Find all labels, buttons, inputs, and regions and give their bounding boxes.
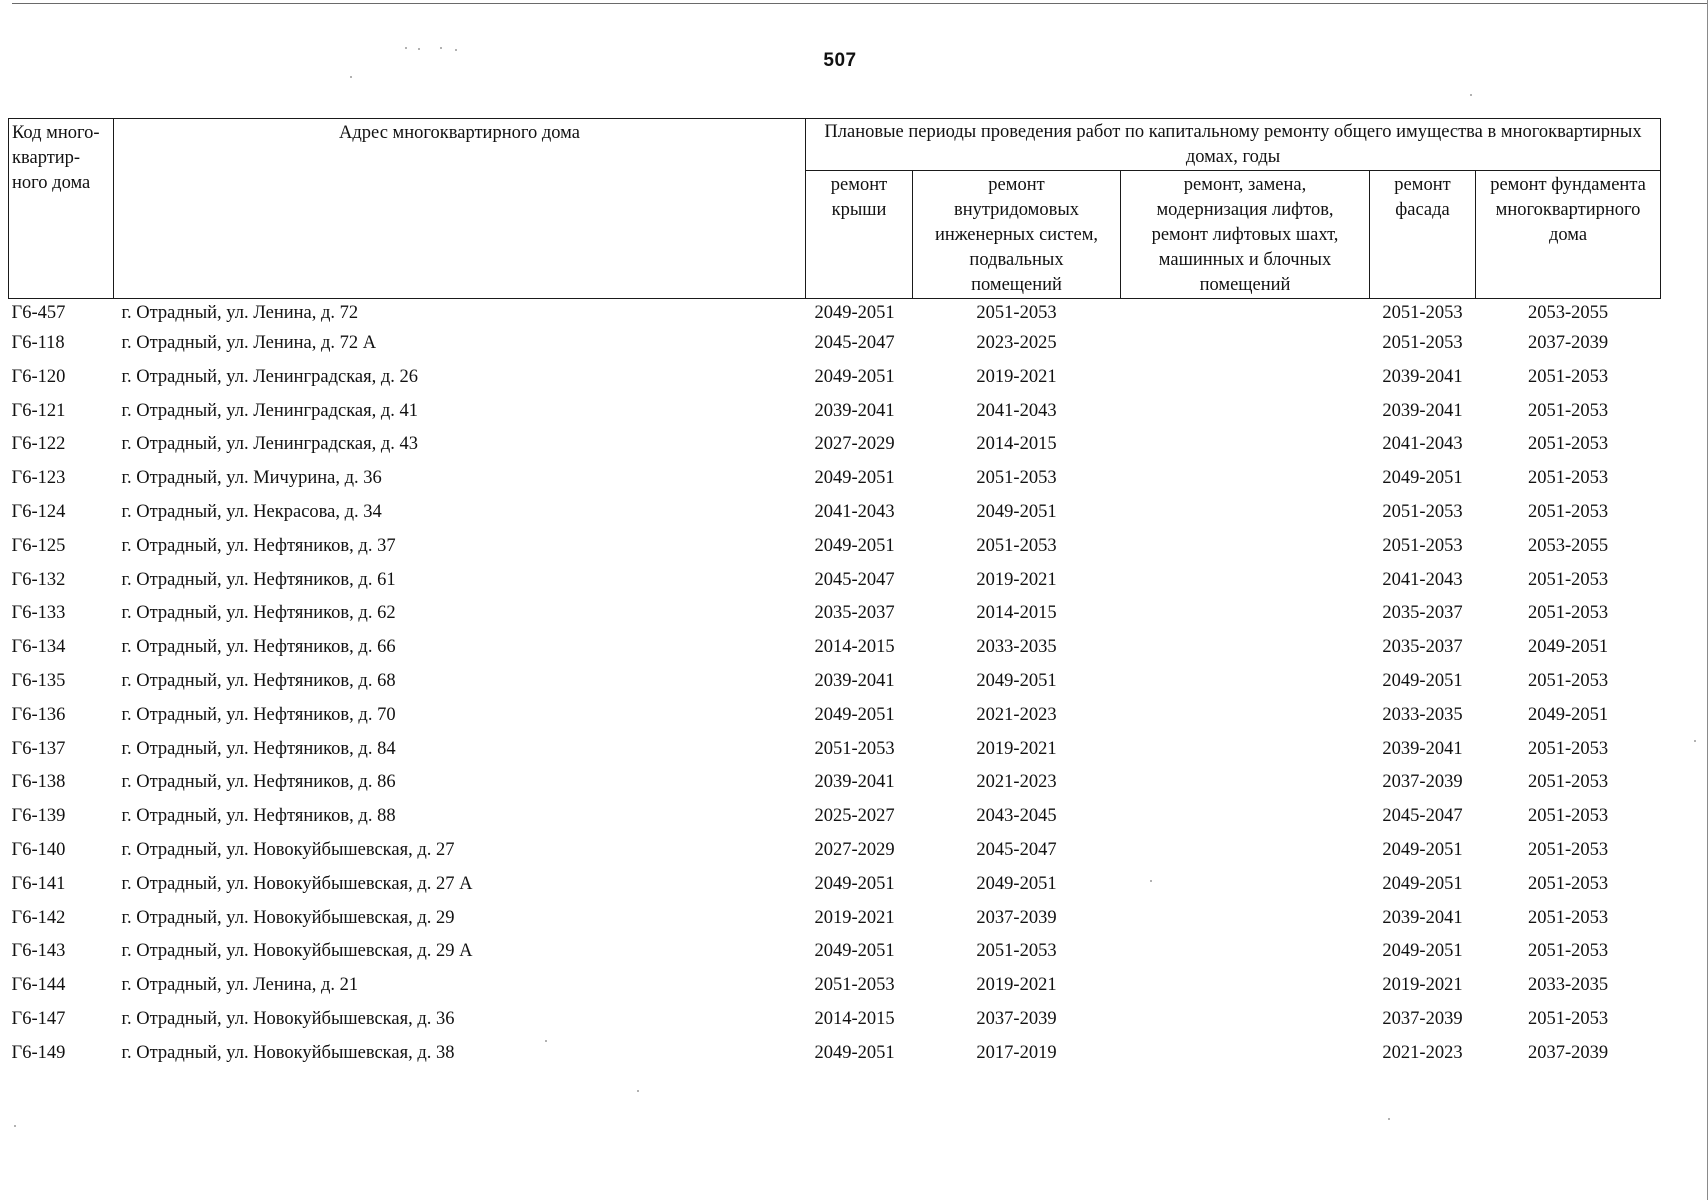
cell-roof-period: 2039-2041 bbox=[814, 772, 895, 793]
cell-lifts-period bbox=[1121, 805, 1370, 839]
table-row bbox=[9, 535, 1661, 569]
cell-lifts-period bbox=[1121, 467, 1370, 501]
cell-address: г. Отрадный, ул. Нефтяников, д. 70 bbox=[121, 704, 396, 725]
table-row bbox=[9, 1008, 1661, 1042]
table-row bbox=[9, 805, 1661, 839]
scan-speck bbox=[440, 47, 442, 49]
table-row bbox=[9, 940, 1661, 974]
header-address: Адрес многоквартирного дома bbox=[114, 119, 806, 299]
cell-foundation-period: 2051-2053 bbox=[1527, 434, 1609, 455]
cell-lifts-period bbox=[1121, 771, 1370, 805]
cell-foundation-period: 2049-2051 bbox=[1527, 704, 1609, 725]
cell-code: Г6-125 bbox=[11, 535, 66, 556]
cell-code: Г6-457 bbox=[11, 303, 66, 323]
cell-foundation-period: 2051-2053 bbox=[1527, 941, 1609, 962]
scan-speck bbox=[14, 1125, 16, 1127]
cell-address: г. Отрадный, ул. Нефтяников, д. 61 bbox=[121, 569, 396, 590]
cell-lifts-period bbox=[1121, 670, 1370, 704]
cell-foundation-period: 2051-2053 bbox=[1527, 468, 1609, 489]
table-row bbox=[9, 771, 1661, 805]
cell-code: Г6-144 bbox=[11, 975, 66, 996]
cell-lifts-period bbox=[1121, 433, 1370, 467]
cell-foundation-period: 2051-2053 bbox=[1527, 501, 1609, 522]
cell-roof-period: 2014-2015 bbox=[814, 637, 895, 658]
header-roof: ремонт крыши bbox=[806, 171, 913, 299]
cell-address: г. Отрадный, ул. Ленина, д. 72 А bbox=[121, 333, 377, 353]
top-scan-edge bbox=[12, 3, 1708, 4]
cell-facade-period: 2039-2041 bbox=[1382, 400, 1463, 421]
cell-engineering-period: 2045-2047 bbox=[976, 839, 1057, 860]
header-row bbox=[9, 119, 1661, 171]
table-row bbox=[9, 501, 1661, 535]
cell-facade-period: 2041-2043 bbox=[1382, 434, 1463, 455]
cell-foundation-period: 2051-2053 bbox=[1527, 670, 1609, 691]
page-number: 507 bbox=[823, 50, 857, 71]
cell-foundation-period: 2033-2035 bbox=[1527, 975, 1609, 996]
header-facade: ремонт фасада bbox=[1370, 171, 1476, 299]
scan-speck bbox=[350, 76, 352, 78]
cell-address: г. Отрадный, ул. Нефтяников, д. 62 bbox=[121, 603, 396, 624]
cell-roof-period: 2049-2051 bbox=[814, 704, 895, 725]
scan-speck bbox=[405, 47, 407, 49]
cell-facade-period: 2049-2051 bbox=[1382, 873, 1463, 894]
cell-address: г. Отрадный, ул. Ленинградская, д. 41 bbox=[121, 400, 419, 421]
cell-foundation-period: 2051-2053 bbox=[1527, 839, 1609, 860]
cell-engineering-period: 2014-2015 bbox=[976, 603, 1057, 624]
cell-lifts-period bbox=[1121, 569, 1370, 603]
cell-roof-period: 2049-2051 bbox=[814, 366, 895, 387]
cell-engineering-period: 2049-2051 bbox=[976, 501, 1057, 522]
table-row bbox=[9, 332, 1661, 366]
cell-foundation-period: 2049-2051 bbox=[1527, 637, 1609, 658]
cell-roof-period: 2041-2043 bbox=[814, 501, 895, 522]
cell-roof-period: 2051-2053 bbox=[814, 738, 895, 759]
table-row bbox=[9, 1042, 1661, 1076]
cell-roof-period: 2039-2041 bbox=[814, 670, 895, 691]
cell-address: г. Отрадный, ул. Новокуйбышевская, д. 36 bbox=[121, 1008, 455, 1029]
cell-engineering-period: 2051-2053 bbox=[976, 303, 1057, 323]
cell-facade-period: 2045-2047 bbox=[1382, 806, 1463, 827]
cell-engineering-period: 2043-2045 bbox=[976, 806, 1057, 827]
cell-roof-period: 2049-2051 bbox=[814, 303, 895, 323]
cell-address: г. Отрадный, ул. Новокуйбышевская, д. 27 bbox=[121, 839, 455, 860]
cell-engineering-period: 2014-2015 bbox=[976, 434, 1057, 455]
cell-engineering-period: 2051-2053 bbox=[976, 535, 1057, 556]
cell-roof-period: 2014-2015 bbox=[814, 1008, 895, 1029]
cell-address: г. Отрадный, ул. Ленина, д. 72 bbox=[121, 303, 359, 323]
cell-lifts-period bbox=[1121, 636, 1370, 670]
cell-address: г. Отрадный, ул. Мичурина, д. 36 bbox=[121, 468, 382, 489]
cell-lifts-period bbox=[1121, 974, 1370, 1008]
table-row bbox=[9, 704, 1661, 738]
cell-address: г. Отрадный, ул. Нефтяников, д. 86 bbox=[121, 772, 396, 793]
cell-code: Г6-137 bbox=[11, 738, 66, 759]
cell-engineering-period: 2051-2053 bbox=[976, 941, 1057, 962]
cell-code: Г6-118 bbox=[11, 333, 65, 353]
cell-facade-period: 2041-2043 bbox=[1382, 569, 1463, 590]
cell-code: Г6-138 bbox=[11, 772, 66, 793]
cell-engineering-period: 2023-2025 bbox=[976, 333, 1057, 353]
cell-lifts-period bbox=[1121, 299, 1370, 333]
cell-engineering-period: 2021-2023 bbox=[976, 772, 1057, 793]
cell-engineering-period: 2021-2023 bbox=[976, 704, 1057, 725]
cell-address: г. Отрадный, ул. Нефтяников, д. 88 bbox=[121, 806, 396, 827]
cell-address: г. Отрадный, ул. Новокуйбышевская, д. 38 bbox=[121, 1042, 455, 1063]
cell-roof-period: 2019-2021 bbox=[814, 907, 895, 928]
cell-code: Г6-121 bbox=[11, 400, 66, 421]
cell-foundation-period: 2037-2039 bbox=[1527, 333, 1609, 353]
cell-roof-period: 2049-2051 bbox=[814, 873, 895, 894]
cell-facade-period: 2049-2051 bbox=[1382, 941, 1463, 962]
cell-foundation-period: 2053-2055 bbox=[1527, 303, 1609, 323]
cell-code: Г6-134 bbox=[11, 637, 66, 658]
cell-lifts-period bbox=[1121, 332, 1370, 366]
scan-speck bbox=[455, 49, 457, 51]
cell-facade-period: 2035-2037 bbox=[1382, 637, 1463, 658]
cell-foundation-period: 2051-2053 bbox=[1527, 738, 1609, 759]
cell-code: Г6-143 bbox=[11, 941, 66, 962]
cell-facade-period: 2039-2041 bbox=[1382, 366, 1463, 387]
cell-code: Г6-136 bbox=[11, 704, 66, 725]
cell-foundation-period: 2051-2053 bbox=[1527, 603, 1609, 624]
cell-lifts-period bbox=[1121, 907, 1370, 941]
table-row bbox=[9, 299, 1661, 333]
cell-foundation-period: 2051-2053 bbox=[1527, 806, 1609, 827]
cell-facade-period: 2039-2041 bbox=[1382, 907, 1463, 928]
header-periods-group: Плановые периоды проведения работ по капитальному ремонту общего имущества в многоквартирных домах, годы bbox=[806, 119, 1661, 171]
scan-speck bbox=[418, 48, 420, 50]
cell-engineering-period: 2019-2021 bbox=[976, 975, 1057, 996]
cell-lifts-period bbox=[1121, 839, 1370, 873]
cell-foundation-period: 2051-2053 bbox=[1527, 873, 1609, 894]
cell-facade-period: 2019-2021 bbox=[1382, 975, 1463, 996]
cell-engineering-period: 2049-2051 bbox=[976, 670, 1057, 691]
cell-code: Г6-120 bbox=[11, 366, 66, 387]
scan-speck bbox=[1388, 1118, 1390, 1120]
table-row bbox=[9, 738, 1661, 772]
cell-address: г. Отрадный, ул. Нефтяников, д. 84 bbox=[121, 738, 396, 759]
cell-facade-period: 2049-2051 bbox=[1382, 468, 1463, 489]
cell-roof-period: 2045-2047 bbox=[814, 333, 895, 353]
cell-lifts-period bbox=[1121, 400, 1370, 434]
cell-facade-period: 2021-2023 bbox=[1382, 1042, 1463, 1063]
cell-address: г. Отрадный, ул. Новокуйбышевская, д. 29 bbox=[121, 907, 455, 928]
cell-roof-period: 2035-2037 bbox=[814, 603, 895, 624]
cell-roof-period: 2049-2051 bbox=[814, 535, 895, 556]
cell-lifts-period bbox=[1121, 940, 1370, 974]
cell-code: Г6-123 bbox=[11, 468, 66, 489]
cell-code: Г6-139 bbox=[11, 806, 66, 827]
cell-facade-period: 2033-2035 bbox=[1382, 704, 1463, 725]
cell-code: Г6-122 bbox=[11, 434, 66, 455]
scan-speck bbox=[1694, 740, 1696, 742]
table-row bbox=[9, 400, 1661, 434]
cell-foundation-period: 2053-2055 bbox=[1527, 535, 1609, 556]
cell-engineering-period: 2037-2039 bbox=[976, 1008, 1057, 1029]
cell-facade-period: 2049-2051 bbox=[1382, 839, 1463, 860]
cell-engineering-period: 2051-2053 bbox=[976, 468, 1057, 489]
table-row bbox=[9, 569, 1661, 603]
cell-address: г. Отрадный, ул. Некрасова, д. 34 bbox=[121, 501, 382, 522]
table-header bbox=[9, 119, 1661, 299]
header-foundation: ремонт фундамента многоквартирного дома bbox=[1476, 171, 1661, 299]
cell-foundation-period: 2051-2053 bbox=[1527, 400, 1609, 421]
table-row bbox=[9, 873, 1661, 907]
cell-facade-period: 2051-2053 bbox=[1382, 501, 1463, 522]
cell-roof-period: 2049-2051 bbox=[814, 1042, 895, 1063]
table-row bbox=[9, 467, 1661, 501]
cell-code: Г6-142 bbox=[11, 907, 66, 928]
repair-schedule-table bbox=[8, 118, 1661, 1076]
table-row bbox=[9, 602, 1661, 636]
cell-foundation-period: 2051-2053 bbox=[1527, 569, 1609, 590]
cell-facade-period: 2049-2051 bbox=[1382, 670, 1463, 691]
cell-code: Г6-141 bbox=[11, 873, 66, 894]
cell-address: г. Отрадный, ул. Нефтяников, д. 66 bbox=[121, 637, 396, 658]
cell-foundation-period: 2051-2053 bbox=[1527, 366, 1609, 387]
table-row bbox=[9, 907, 1661, 941]
cell-roof-period: 2027-2029 bbox=[814, 839, 895, 860]
cell-lifts-period bbox=[1121, 1042, 1370, 1076]
cell-engineering-period: 2033-2035 bbox=[976, 637, 1057, 658]
cell-lifts-period bbox=[1121, 1008, 1370, 1042]
table-row bbox=[9, 636, 1661, 670]
cell-code: Г6-124 bbox=[11, 501, 66, 522]
cell-engineering-period: 2017-2019 bbox=[976, 1042, 1057, 1063]
cell-address: г. Отрадный, ул. Новокуйбышевская, д. 29 А bbox=[121, 941, 473, 962]
cell-code: Г6-132 bbox=[11, 569, 66, 590]
table-row bbox=[9, 974, 1661, 1008]
cell-engineering-period: 2041-2043 bbox=[976, 400, 1057, 421]
cell-facade-period: 2051-2053 bbox=[1382, 303, 1463, 323]
cell-address: г. Отрадный, ул. Нефтяников, д. 37 bbox=[121, 535, 396, 556]
cell-lifts-period bbox=[1121, 366, 1370, 400]
cell-roof-period: 2049-2051 bbox=[814, 941, 895, 962]
cell-address: г. Отрадный, ул. Ленинградская, д. 43 bbox=[121, 434, 419, 455]
cell-foundation-period: 2051-2053 bbox=[1527, 907, 1609, 928]
cell-code: Г6-147 bbox=[11, 1008, 66, 1029]
cell-roof-period: 2025-2027 bbox=[814, 806, 895, 827]
cell-code: Г6-140 bbox=[11, 839, 66, 860]
cell-roof-period: 2039-2041 bbox=[814, 400, 895, 421]
cell-roof-period: 2027-2029 bbox=[814, 434, 895, 455]
cell-lifts-period bbox=[1121, 873, 1370, 907]
cell-engineering-period: 2049-2051 bbox=[976, 873, 1057, 894]
cell-engineering-period: 2037-2039 bbox=[976, 907, 1057, 928]
cell-lifts-period bbox=[1121, 704, 1370, 738]
cell-facade-period: 2037-2039 bbox=[1382, 1008, 1463, 1029]
table-row bbox=[9, 366, 1661, 400]
cell-facade-period: 2037-2039 bbox=[1382, 772, 1463, 793]
cell-facade-period: 2051-2053 bbox=[1382, 333, 1463, 353]
cell-code: Г6-149 bbox=[11, 1042, 66, 1063]
table-row bbox=[9, 670, 1661, 704]
cell-engineering-period: 2019-2021 bbox=[976, 366, 1057, 387]
header-lifts: ремонт, замена, модернизация лифтов, ремонт лифтовых шахт, машинных и блочных помещений bbox=[1121, 171, 1370, 299]
cell-engineering-period: 2019-2021 bbox=[976, 738, 1057, 759]
table-row bbox=[9, 839, 1661, 873]
cell-code: Г6-133 bbox=[11, 603, 66, 624]
cell-foundation-period: 2051-2053 bbox=[1527, 1008, 1609, 1029]
cell-address: г. Отрадный, ул. Ленинградская, д. 26 bbox=[121, 366, 419, 387]
cell-facade-period: 2035-2037 bbox=[1382, 603, 1463, 624]
cell-facade-period: 2051-2053 bbox=[1382, 535, 1463, 556]
cell-address: г. Отрадный, ул. Нефтяников, д. 68 bbox=[121, 670, 396, 691]
table-row bbox=[9, 433, 1661, 467]
header-code: Код много- квартир- ного дома bbox=[9, 119, 114, 299]
cell-code: Г6-135 bbox=[11, 670, 66, 691]
cell-foundation-period: 2051-2053 bbox=[1527, 772, 1609, 793]
cell-lifts-period bbox=[1121, 602, 1370, 636]
cell-roof-period: 2049-2051 bbox=[814, 468, 895, 489]
header-engineering: ремонт внутридомовых инженерных систем, подвальных помещений bbox=[913, 171, 1121, 299]
cell-lifts-period bbox=[1121, 738, 1370, 772]
table-body bbox=[9, 299, 1661, 1076]
cell-roof-period: 2051-2053 bbox=[814, 975, 895, 996]
cell-address: г. Отрадный, ул. Новокуйбышевская, д. 27 А bbox=[121, 873, 473, 894]
scan-speck bbox=[637, 1090, 639, 1092]
scan-speck bbox=[1470, 94, 1472, 96]
cell-facade-period: 2039-2041 bbox=[1382, 738, 1463, 759]
cell-address: г. Отрадный, ул. Ленина, д. 21 bbox=[121, 975, 359, 996]
cell-lifts-period bbox=[1121, 501, 1370, 535]
cell-foundation-period: 2037-2039 bbox=[1527, 1042, 1609, 1063]
cell-roof-period: 2045-2047 bbox=[814, 569, 895, 590]
cell-lifts-period bbox=[1121, 535, 1370, 569]
cell-engineering-period: 2019-2021 bbox=[976, 569, 1057, 590]
